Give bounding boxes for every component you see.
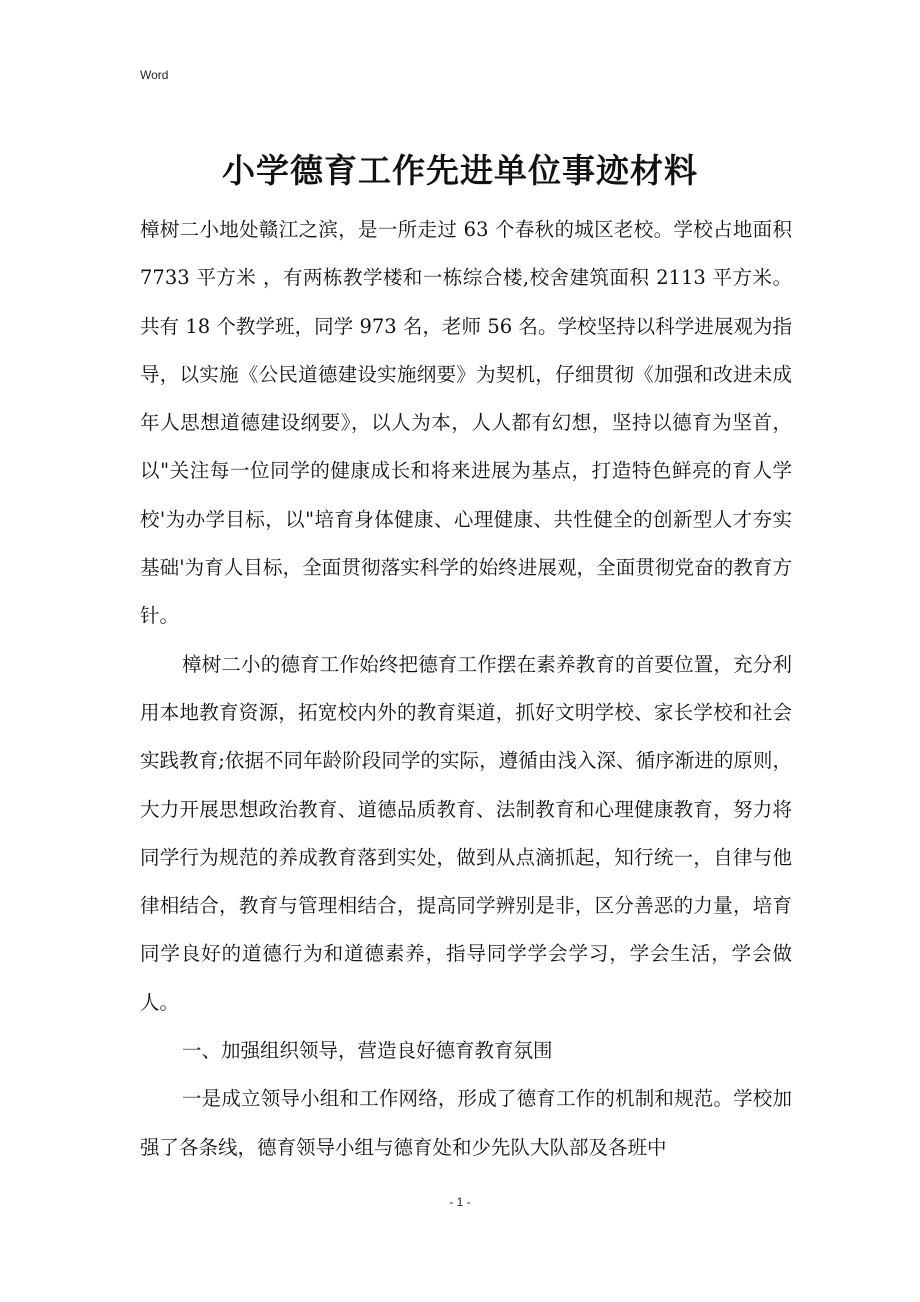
document-body — [140, 206, 792, 1172]
paragraph-intro: 樟树二小地处赣江之滨，是一所走过 63 个春秋的城区老校。学校占地面积 7733 平方米 ，有两栋教学楼和一栋综合楼,校舍建筑面积 2113 平方米。共有 18 个教学班，同学 973 名，老师 56 名。学校坚持以科学进展观为指导，以实施《公民道德建设实施纲要》为契机，仔细贯彻《加强和改进未成年人思想道德建设纲要》，以人为本，人人都有幻想，坚持以德育为坚首，以"关注每一位同学的健康成长和将来进展为基点，打造特色鲜亮的育人学校'为办学目标，以"培育身体健康、心理健康、共性健全的创新型人才夯实基础'为育人目标，全面贯彻落实科学的始终进展观，全面贯彻党奋的教育方针。 — [140, 218, 792, 628]
paragraph-moral-education: 樟树二小的德育工作始终把德育工作摆在素养教育的首要位置，充分利用本地教育资源，拓宽校内外的教育渠道，抓好文明学校、家长学校和社会实践教育;依据不同年龄阶段同学的实际，遵循由浅入深、循序渐进的原则，大力开展思想政治教育、道德品质教育、法制教育和心理健康教育，努力将同学行为规范的养成教育落到实处，做到从点滴抓起，知行统一，自律与他律相结合，教育与管理相结合，提高同学辨别是非，区分善恶的力量，培育同学良好的道德行为和道德素养，指导同学学会学习，学会生活，学会做人。 — [140, 652, 792, 1014]
document-title: 小学德育工作先进单位事迹材料 — [222, 151, 698, 190]
header-label: Word — [140, 68, 169, 82]
page-number: - 1 - — [449, 1195, 471, 1209]
section-heading-1: 一、加强组织领导，营造良好德育教育氛围 — [182, 1039, 553, 1063]
paragraph-leadership: 一是成立领导小组和工作网络，形成了德育工作的机制和规范。学校加强了各条线，德育领导小组与德育处和少先队大队部及各班中 — [140, 1087, 792, 1159]
